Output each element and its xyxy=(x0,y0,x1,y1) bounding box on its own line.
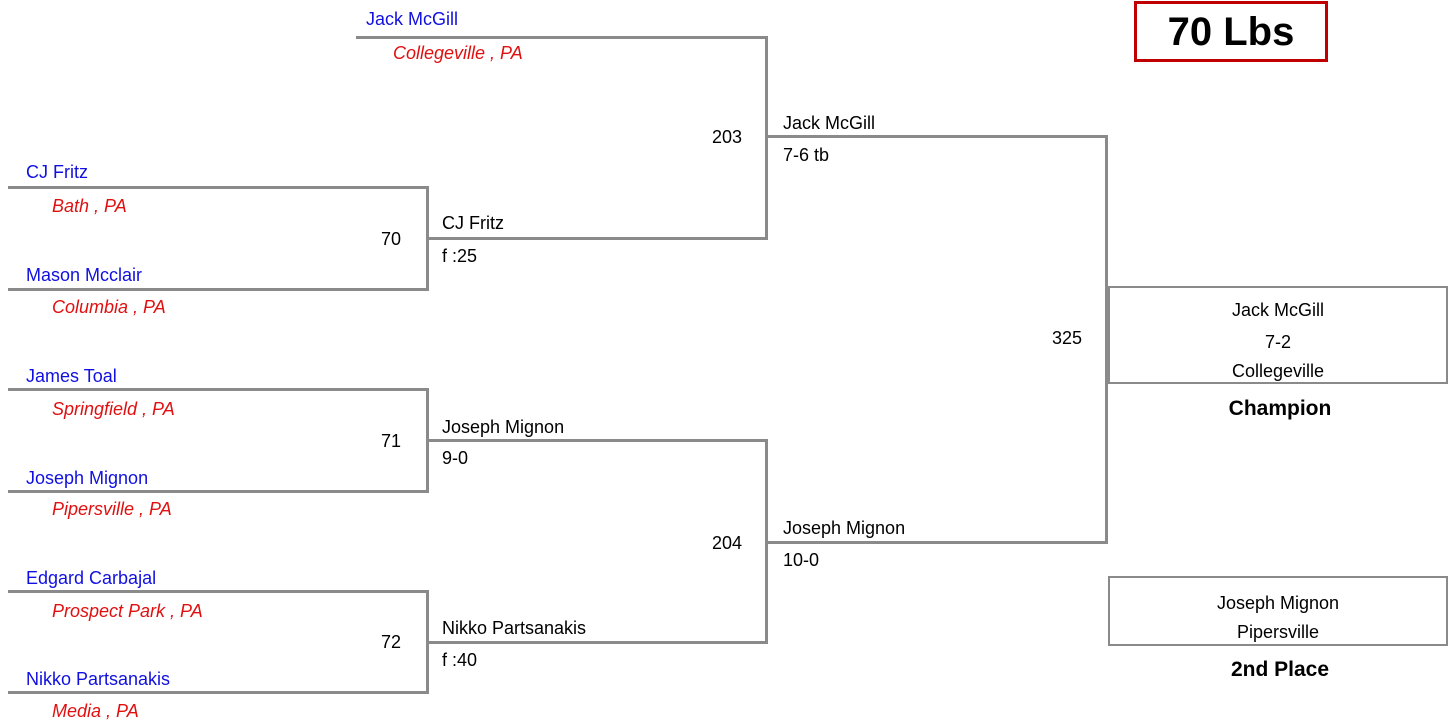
champion-name: Jack McGill xyxy=(1231,300,1324,320)
sf1-connector xyxy=(765,36,768,240)
r1-b1-top-line xyxy=(8,186,429,189)
r1-b1-bottom-name: Mason Mcclair xyxy=(26,265,143,285)
r1-b2-top-line xyxy=(8,388,429,391)
r1-b2-top-team: Springfield , PA xyxy=(52,399,175,419)
sf1-winner-line xyxy=(768,135,1108,138)
r1-b3-bottom-team: Media , PA xyxy=(52,701,139,721)
r1-b1-top-team: Bath , PA xyxy=(52,196,127,216)
qf1-winner-score: f :25 xyxy=(442,246,478,266)
bye-bracket-line xyxy=(356,36,768,39)
r1-b2-bottom-team: Pipersville , PA xyxy=(52,499,172,519)
qf1-winner-line xyxy=(429,237,768,240)
qf2-winner-score: 9-0 xyxy=(442,448,469,468)
weight-class-title: 70 Lbs xyxy=(1167,10,1295,54)
sf1-bout-number: 203 xyxy=(711,127,742,147)
sf2-winner-score: 10-0 xyxy=(783,550,820,570)
second-place-box xyxy=(1108,576,1448,646)
r1-b2-bout-number: 71 xyxy=(380,431,401,451)
champion-team: Collegeville xyxy=(1231,361,1325,381)
r1-b2-bottom-line xyxy=(8,490,429,493)
qf1-winner-name: CJ Fritz xyxy=(442,213,504,233)
sf1-winner-name: Jack McGill xyxy=(783,113,876,133)
sf2-winner-line xyxy=(768,541,1108,544)
r1-b3-top-line xyxy=(8,590,429,593)
bye-wrestler-team: Collegeville , PA xyxy=(393,43,523,63)
r1-b3-top-name: Edgard Carbajal xyxy=(26,568,157,588)
sf1-winner-score: 7-6 tb xyxy=(783,145,830,165)
r1-b3-bottom-name: Nikko Partsanakis xyxy=(26,669,171,689)
r1-b1-bottom-team: Columbia , PA xyxy=(52,297,166,317)
qf3-winner-score: f :40 xyxy=(442,650,478,670)
champion-box xyxy=(1108,286,1448,384)
r1-b3-top-team: Prospect Park , PA xyxy=(52,601,203,621)
qf2-winner-line xyxy=(429,439,768,442)
qf2-winner-name: Joseph Mignon xyxy=(442,417,565,437)
r1-b3-bottom-line xyxy=(8,691,429,694)
r1-b1-bout-number: 70 xyxy=(380,229,401,249)
sf2-winner-name: Joseph Mignon xyxy=(783,518,906,538)
bye-wrestler-name: Jack McGill xyxy=(366,9,459,29)
r1-b2-bottom-name: Joseph Mignon xyxy=(26,468,149,488)
second-place-name: Joseph Mignon xyxy=(1216,593,1340,613)
champion-label: Champion xyxy=(1228,397,1332,420)
qf3-winner-name: Nikko Partsanakis xyxy=(442,618,587,638)
r1-b2-top-name: James Toal xyxy=(26,366,117,386)
sf2-bout-number: 204 xyxy=(711,533,742,553)
qf3-winner-line xyxy=(429,641,768,644)
second-place-team: Pipersville xyxy=(1236,622,1320,642)
second-place-label: 2nd Place xyxy=(1230,658,1330,681)
r1-b1-top-name: CJ Fritz xyxy=(26,162,88,182)
final-bout-number: 325 xyxy=(1051,328,1082,348)
champion-score: 7-2 xyxy=(1264,332,1291,352)
r1-b3-bout-number: 72 xyxy=(380,632,401,652)
r1-b1-bottom-line xyxy=(8,288,429,291)
weight-class-box xyxy=(1134,1,1328,62)
